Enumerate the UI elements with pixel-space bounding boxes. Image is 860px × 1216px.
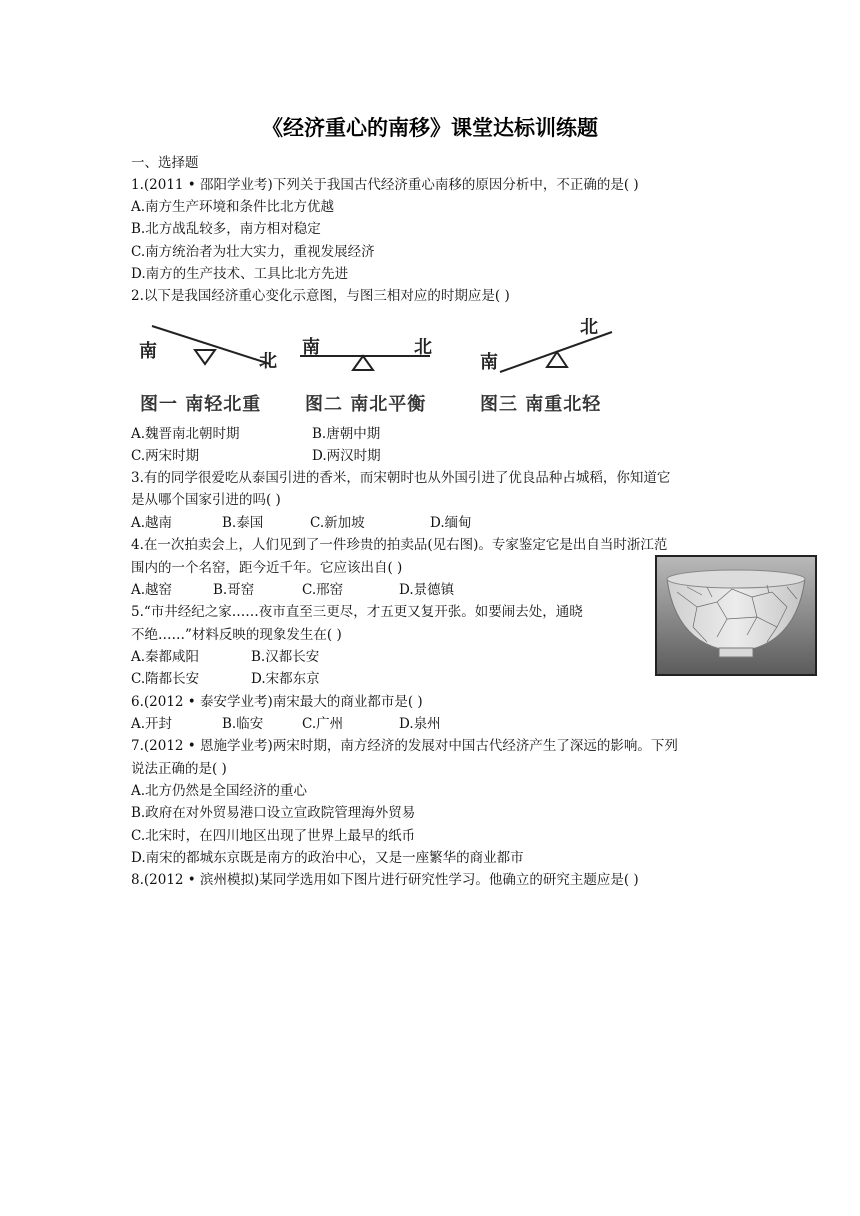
question-4-stem-line2: 围内的一个名窑，距今近千年。它应该出自( ): [131, 560, 403, 576]
question-3-option-d: D.缅甸: [430, 515, 472, 531]
question-8-stem: 8.(2012 • 滨州模拟)某同学选用如下图片进行研究性学习。他确立的研究主题应是( ): [131, 872, 639, 888]
question-5-option-a: A.秦都咸阳: [131, 649, 200, 665]
fig3-north-label: 北: [580, 317, 598, 338]
fig3-caption: 图三 南重北轻: [480, 394, 602, 415]
question-6-option-d: D.泉州: [399, 716, 441, 732]
question-4-option-a: A.越窑: [131, 582, 173, 598]
question-2-option-a: A.魏晋南北朝时期: [131, 426, 240, 442]
question-7-option-c: C.北宋时，在四川地区出现了世界上最早的纸币: [131, 828, 416, 844]
question-3-option-b: B.泰国: [222, 515, 264, 531]
balance-1: [152, 326, 270, 364]
question-2-option-d: D.两汉时期: [312, 448, 381, 464]
question-7-option-d: D.南宋的都城东京既是南方的政治中心，又是一座繁华的商业都市: [131, 850, 524, 866]
question-7-option-b: B.政府在对外贸易港口设立宣政院管理海外贸易: [131, 805, 416, 821]
question-5-option-d: D.宋都东京: [251, 671, 320, 687]
question-4-option-d: D.景德镇: [399, 582, 455, 598]
question-2-option-b: B.唐朝中期: [312, 426, 381, 442]
fig2-north-label: 北: [414, 337, 432, 358]
section-heading: 一、选择题: [131, 155, 199, 171]
bowl-icon: [657, 557, 815, 674]
question-4-option-b: B.哥窑: [213, 582, 255, 598]
question-5-option-b: B.汉都长安: [251, 649, 320, 665]
question-6-option-a: A.开封: [131, 716, 173, 732]
fig2-south-label: 南: [302, 337, 320, 358]
question-3-option-a: A.越南: [131, 515, 173, 531]
question-7-option-a: A.北方仍然是全国经济的重心: [131, 783, 308, 799]
question-2-stem: 2.以下是我国经济重心变化示意图，与图三相对应的时期应是( ): [131, 288, 510, 304]
question-3-stem-line1: 3.有的同学很爱吃从泰国引进的香米，而宋朝时也从外国引进了优良品种占城稻，你知道它: [131, 470, 671, 486]
crackle-bowl-image: [655, 555, 817, 676]
question-1-stem: 1.(2011 • 邵阳学业考)下列关于我国古代经济重心南移的原因分析中，不正确的是( ): [131, 177, 639, 193]
fig1-south-label: 南: [139, 341, 157, 362]
question-5-option-c: C.隋都长安: [131, 671, 200, 687]
page-title: 《经济重心的南移》课堂达标训练题: [262, 116, 598, 140]
fig1-caption: 图一 南轻北重: [140, 394, 262, 415]
question-3-stem-line2: 是从哪个国家引进的吗( ): [131, 492, 281, 508]
question-1-option-b: B.北方战乱较多，南方相对稳定: [131, 221, 321, 237]
fig3-south-label: 南: [480, 352, 498, 373]
question-7-stem-line1: 7.(2012 • 恩施学业考)两宋时期，南方经济的发展对中国古代经济产生了深远的影响。下列: [131, 738, 678, 754]
question-1-option-c: C.南方统治者为壮大实力，重视发展经济: [131, 244, 375, 260]
question-4-option-c: C.邢窑: [302, 582, 344, 598]
question-6-option-c: C.广州: [302, 716, 344, 732]
question-6-option-b: B.临安: [222, 716, 264, 732]
question-3-option-c: C.新加坡: [310, 515, 365, 531]
question-4-stem-line1: 4.在一次拍卖会上，人们见到了一件珍贵的拍卖品(见右图)。专家鉴定它是出自当时浙江范: [131, 537, 668, 553]
fig2-caption: 图二 南北平衡: [305, 394, 427, 415]
question-1-option-a: A.南方生产环境和条件比北方优越: [131, 199, 335, 215]
question-5-stem-line1: 5.“市井经纪之家……夜市直至三更尽，才五更又复开张。如要闹去处，通晓: [131, 604, 583, 620]
question-7-stem-line2: 说法正确的是( ): [131, 761, 227, 777]
question-5-stem-line2: 不绝……”材料反映的现象发生在( ): [131, 627, 342, 643]
question-1-option-d: D.南方的生产技术、工具比北方先进: [131, 266, 349, 282]
question-6-stem: 6.(2012 • 泰安学业考)南宋最大的商业都市是( ): [131, 694, 423, 710]
fig1-north-label: 北: [259, 351, 277, 372]
question-2-option-c: C.两宋时期: [131, 448, 200, 464]
